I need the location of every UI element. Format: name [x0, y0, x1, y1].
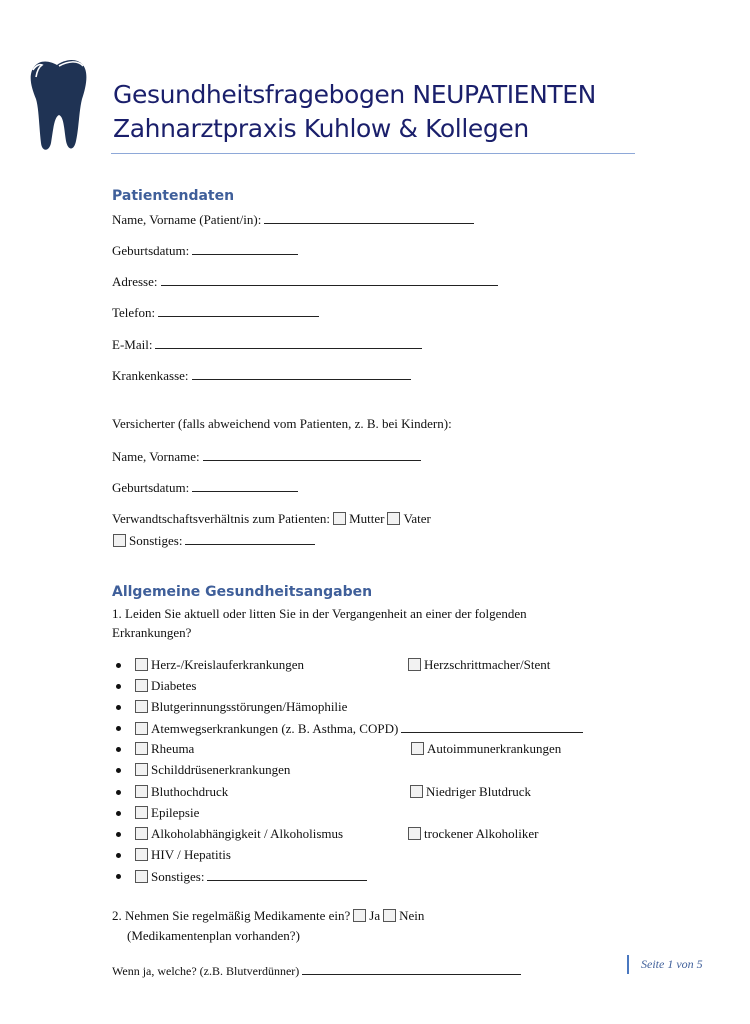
condition-label: HIV / Hepatitis — [151, 847, 231, 862]
condition-item-secondary — [411, 741, 561, 757]
other-relation-field[interactable] — [185, 532, 315, 545]
father-label: Vater — [403, 511, 431, 526]
condition-label: Herz-/Kreislauferkrankungen — [151, 657, 305, 672]
patient-phone-row — [112, 304, 319, 321]
condition-checkbox[interactable] — [408, 658, 421, 671]
condition-checkbox[interactable] — [408, 827, 421, 840]
tooth-icon — [26, 57, 88, 153]
condition-checkbox[interactable] — [135, 763, 148, 776]
footer-divider — [627, 955, 629, 974]
patient-email-field[interactable] — [155, 336, 422, 349]
insured-name-label: Name, Vorname: — [112, 449, 200, 464]
patient-insurance-label: Krankenkasse: — [112, 368, 189, 383]
condition-item — [135, 847, 231, 863]
section-heading-health: Allgemeine Gesundheitsangaben — [112, 584, 373, 600]
condition-checkbox[interactable] — [135, 827, 148, 840]
medication-yes-label: Ja — [369, 908, 381, 923]
bullet — [116, 663, 121, 668]
condition-item — [135, 805, 199, 821]
insured-birth-field[interactable] — [192, 479, 298, 492]
insured-relation-row — [112, 511, 431, 527]
mother-checkbox[interactable] — [333, 512, 346, 525]
condition-label: Sonstiges: — [151, 869, 205, 884]
condition-label: Atemwegserkrankungen (z. B. Asthma, COPD) — [151, 721, 399, 736]
question-1-line-1: 1. Leiden Sie aktuell oder litten Sie in der Vergangenheit an einer der folgenden — [112, 606, 527, 621]
condition-item-secondary — [410, 784, 531, 800]
condition-checkbox[interactable] — [135, 700, 148, 713]
question-2-row — [112, 908, 424, 924]
condition-item — [135, 784, 228, 800]
condition-checkbox[interactable] — [135, 848, 148, 861]
patient-phone-field[interactable] — [158, 304, 319, 317]
patient-phone-label: Telefon: — [112, 305, 156, 320]
condition-checkbox[interactable] — [410, 785, 423, 798]
bullet — [116, 874, 121, 879]
condition-label: Epilepsie — [151, 805, 200, 820]
insured-birth-label: Geburtsdatum: — [112, 480, 190, 495]
condition-checkbox[interactable] — [135, 870, 148, 883]
document-title — [113, 78, 596, 146]
condition-label: Bluthochdruck — [151, 784, 229, 799]
question-1-line-2: Erkrankungen? — [112, 625, 192, 640]
condition-other-field[interactable] — [401, 720, 583, 733]
bullet — [116, 832, 121, 837]
title-line-2: Zahnarztpraxis Kuhlow & Kollegen — [113, 114, 529, 143]
patient-name-row — [112, 211, 474, 228]
section-heading-patient: Patientendaten — [112, 188, 235, 204]
condition-item — [135, 762, 290, 778]
condition-label: Diabetes — [151, 678, 197, 693]
patient-address-field[interactable] — [161, 273, 498, 286]
title-line-1: Gesundheitsfragebogen NEUPATIENTEN — [113, 80, 596, 109]
patient-address-label: Adresse: — [112, 274, 158, 289]
condition-checkbox[interactable] — [135, 742, 148, 755]
insured-birth-row — [112, 479, 298, 496]
condition-item-secondary — [408, 657, 550, 673]
father-checkbox[interactable] — [387, 512, 400, 525]
medication-which-row — [112, 962, 521, 979]
condition-label: Autoimmunerkrankungen — [427, 741, 562, 756]
patient-email-label: E-Mail: — [112, 337, 153, 352]
condition-label: Niedriger Blutdruck — [426, 784, 532, 799]
condition-item — [135, 699, 347, 715]
patient-insurance-row — [112, 367, 411, 384]
question-2-label: 2. Nehmen Sie regelmäßig Medikamente ein? — [112, 908, 351, 923]
condition-item — [135, 657, 304, 673]
condition-checkbox[interactable] — [135, 806, 148, 819]
condition-label: Herzschrittmacher/Stent — [424, 657, 551, 672]
other-relation-checkbox[interactable] — [113, 534, 126, 547]
insured-relation-label: Verwandtschaftsverhältnis zum Patienten: — [112, 511, 331, 526]
condition-label: Alkoholabhängigkeit / Alkoholismus — [151, 826, 344, 841]
bullet — [116, 684, 121, 689]
page-number: Seite 1 von 5 — [641, 957, 703, 971]
medication-no-checkbox[interactable] — [383, 909, 396, 922]
condition-checkbox[interactable] — [135, 658, 148, 671]
condition-item — [135, 826, 343, 842]
medication-which-label: Wenn ja, welche? (z.B. Blutverdünner) — [112, 964, 300, 978]
patient-birth-field[interactable] — [192, 242, 298, 255]
patient-birth-row — [112, 242, 298, 259]
other-relation-label: Sonstiges: — [129, 533, 183, 548]
bullet — [116, 705, 121, 710]
mother-label: Mutter — [349, 511, 385, 526]
insured-name-field[interactable] — [203, 448, 421, 461]
bullet — [116, 747, 121, 752]
insured-intro: Versicherter (falls abweichend vom Patienten, z. B. bei Kindern): — [112, 416, 452, 431]
condition-other-field[interactable] — [207, 868, 367, 881]
medication-plan-note: (Medikamentenplan vorhanden?) — [127, 928, 300, 943]
condition-label: Schilddrüsenerkrankungen — [151, 762, 291, 777]
condition-label: Rheuma — [151, 741, 195, 756]
patient-birth-label: Geburtsdatum: — [112, 243, 190, 258]
condition-item — [135, 678, 196, 694]
bullet — [116, 790, 121, 795]
condition-item — [135, 868, 367, 885]
condition-item-secondary — [408, 826, 538, 842]
condition-checkbox[interactable] — [411, 742, 424, 755]
condition-label: Blutgerinnungsstörungen/Hämophilie — [151, 699, 348, 714]
bullet — [116, 726, 121, 731]
condition-label: trockener Alkoholiker — [424, 826, 539, 841]
medication-yes-checkbox[interactable] — [353, 909, 366, 922]
condition-item — [135, 741, 194, 757]
patient-name-label: Name, Vorname (Patient/in): — [112, 212, 262, 227]
medication-which-field[interactable] — [302, 962, 521, 975]
condition-checkbox[interactable] — [135, 785, 148, 798]
bullet — [116, 853, 121, 858]
patient-name-field[interactable] — [264, 211, 474, 224]
bullet — [116, 811, 121, 816]
bullet — [116, 768, 121, 773]
insured-name-row — [112, 448, 421, 465]
patient-address-row — [112, 273, 498, 290]
condition-checkbox[interactable] — [135, 722, 148, 735]
insured-other-row — [113, 532, 315, 549]
medication-no-label: Nein — [399, 908, 425, 923]
patient-insurance-field[interactable] — [192, 367, 411, 380]
condition-checkbox[interactable] — [135, 679, 148, 692]
title-divider — [111, 153, 635, 154]
condition-item — [135, 720, 583, 737]
patient-email-row — [112, 336, 422, 353]
